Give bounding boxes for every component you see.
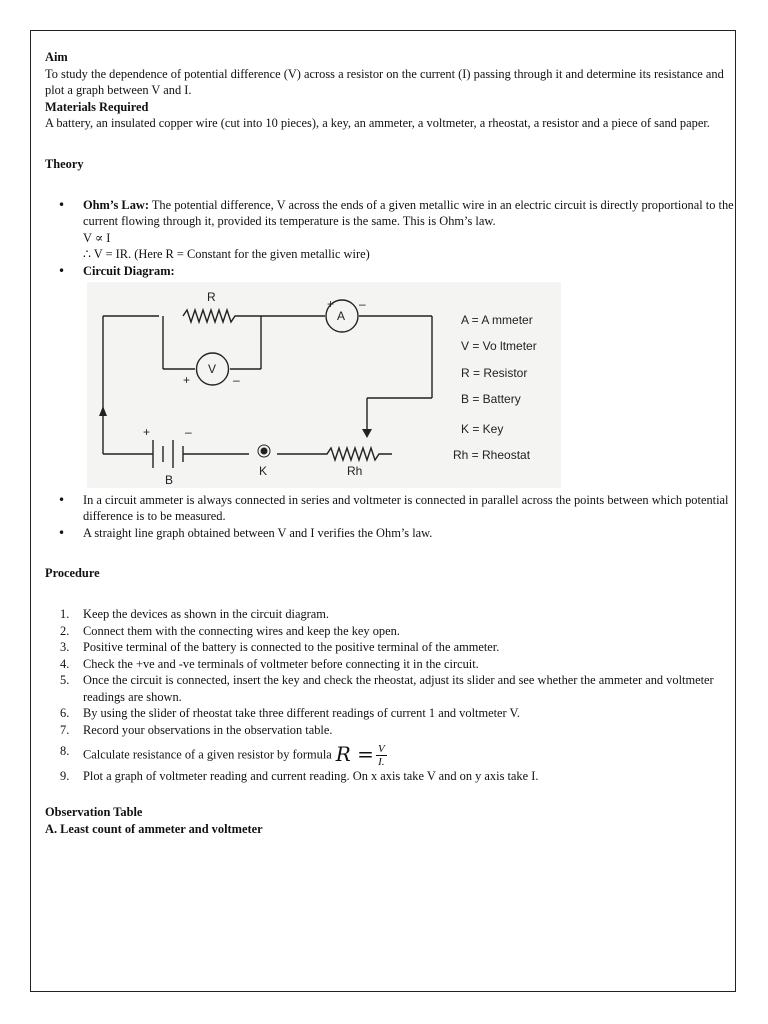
battery-plus: + [143, 424, 151, 439]
list-item [45, 672, 735, 705]
battery-label: B [165, 472, 174, 487]
list-item [45, 525, 735, 542]
list-item [45, 656, 735, 673]
list-item [45, 492, 735, 525]
ohms-law-text: The potential difference, V across the ends of a given metallic wire in an electric circuit is directly proportional to the current flowing through it, provided its temperature is the same. This is Ohm’s law. [83, 197, 734, 229]
ohms-law-label: Ohm’s Law: [83, 197, 149, 212]
step-text: Plot a graph of voltmeter reading and current reading. On x axis take V and on y axis take I. [83, 768, 539, 783]
formula-denominator: I. [378, 755, 385, 768]
legend-battery: B = Battery [461, 391, 521, 406]
step-number: 1. [60, 606, 70, 621]
step-number: 4. [60, 656, 70, 671]
proportional-statement: V ∝ I [83, 230, 111, 245]
ammeter-plus: + [327, 296, 335, 311]
step-text: By using the slider of rheostat take three different readings of current 1 and voltmeter V. [83, 706, 520, 721]
aim-text: To study the dependence of potential difference (V) across a resistor on the current (I) passing through it and determine its resistance and plot a graph between V and I. [45, 66, 724, 98]
circuit-diagram-label: Circuit Diagram: [83, 263, 175, 278]
list-item [45, 705, 735, 722]
legend-resistor: R = Resistor [461, 365, 528, 380]
materials-heading: Materials Required [45, 99, 149, 114]
step-text: Check the +ve and -ve terminals of voltmeter before connecting it in the circuit. [83, 656, 479, 671]
step-text: Positive terminal of the battery is connected to the positive terminal of the ammeter. [83, 640, 500, 655]
list-item [45, 606, 735, 623]
legend-voltmeter: V = Vo ltmeter [461, 338, 537, 353]
formula-fraction [376, 743, 387, 768]
graph-note: A straight line graph obtained between V and I verifies the Ohm’s law. [83, 525, 433, 540]
aim-heading: Aim [45, 50, 68, 64]
voltmeter-symbol: V [208, 361, 217, 376]
list-item [45, 197, 735, 263]
materials-text: A battery, an insulated copper wire (cut into 10 pieces), a key, an ammeter, a voltmeter, a rheostat, a resistor and a piece of sand paper. [45, 116, 710, 131]
document-body [45, 49, 735, 837]
formula-numerator: V [377, 742, 385, 755]
voltmeter-minus: – [233, 372, 240, 387]
list-item [45, 722, 735, 739]
list-item [45, 639, 735, 656]
step-text: Calculate resistance of a given resistor by formula [83, 747, 332, 761]
theory-list-2 [45, 492, 735, 542]
ammeter-symbol: A [337, 308, 346, 323]
step-text: Keep the devices as shown in the circuit diagram. [83, 606, 330, 621]
step-number: 2. [60, 623, 70, 638]
key-label: K [259, 463, 268, 478]
observation-subheading: A. Least count of ammeter and voltmeter [45, 821, 263, 836]
step-number: 8. [60, 743, 70, 758]
resistor-label: R [207, 289, 216, 304]
circuit-diagram [87, 282, 561, 488]
list-item [45, 623, 735, 640]
step-number: 5. [60, 673, 70, 688]
step-number: 3. [60, 640, 70, 655]
series-parallel-note: In a circuit ammeter is always connected in series and voltmeter is connected in parallel across the points between which potential difference is to be measured. [83, 492, 729, 524]
step-number: 9. [60, 768, 70, 783]
resistance-formula: R = [335, 742, 374, 766]
step-number: 6. [60, 706, 70, 721]
legend-ammeter: A = A mmeter [461, 312, 533, 327]
rheostat-label: Rh [347, 463, 363, 478]
procedure-list [45, 606, 735, 784]
step-text: Once the circuit is connected, insert the key and check the rheostat, adjust its slider and see whether the ammeter and voltmeter readings are shown. [83, 673, 714, 704]
step-text: Record your observations in the observation table. [83, 723, 333, 738]
ammeter-minus: – [359, 296, 366, 311]
observation-heading: Observation Table [45, 805, 143, 820]
legend-key: K = Key [461, 421, 504, 436]
list-item [45, 743, 735, 768]
legend-rheostat: Rh = Rheostat [453, 447, 531, 462]
theory-heading: Theory [45, 156, 84, 171]
list-item [45, 768, 735, 785]
circuit-diagram-svg [87, 282, 561, 488]
theory-list [45, 197, 735, 280]
voltmeter-plus: + [183, 372, 191, 387]
step-number: 7. [60, 723, 70, 738]
procedure-heading: Procedure [45, 566, 100, 581]
list-item [45, 263, 735, 280]
step-text: Connect them with the connecting wires and keep the key open. [83, 623, 400, 638]
ohms-equation: ∴ V = IR. (Here R = Constant for the given metallic wire) [83, 247, 370, 262]
battery-minus: – [185, 424, 192, 439]
